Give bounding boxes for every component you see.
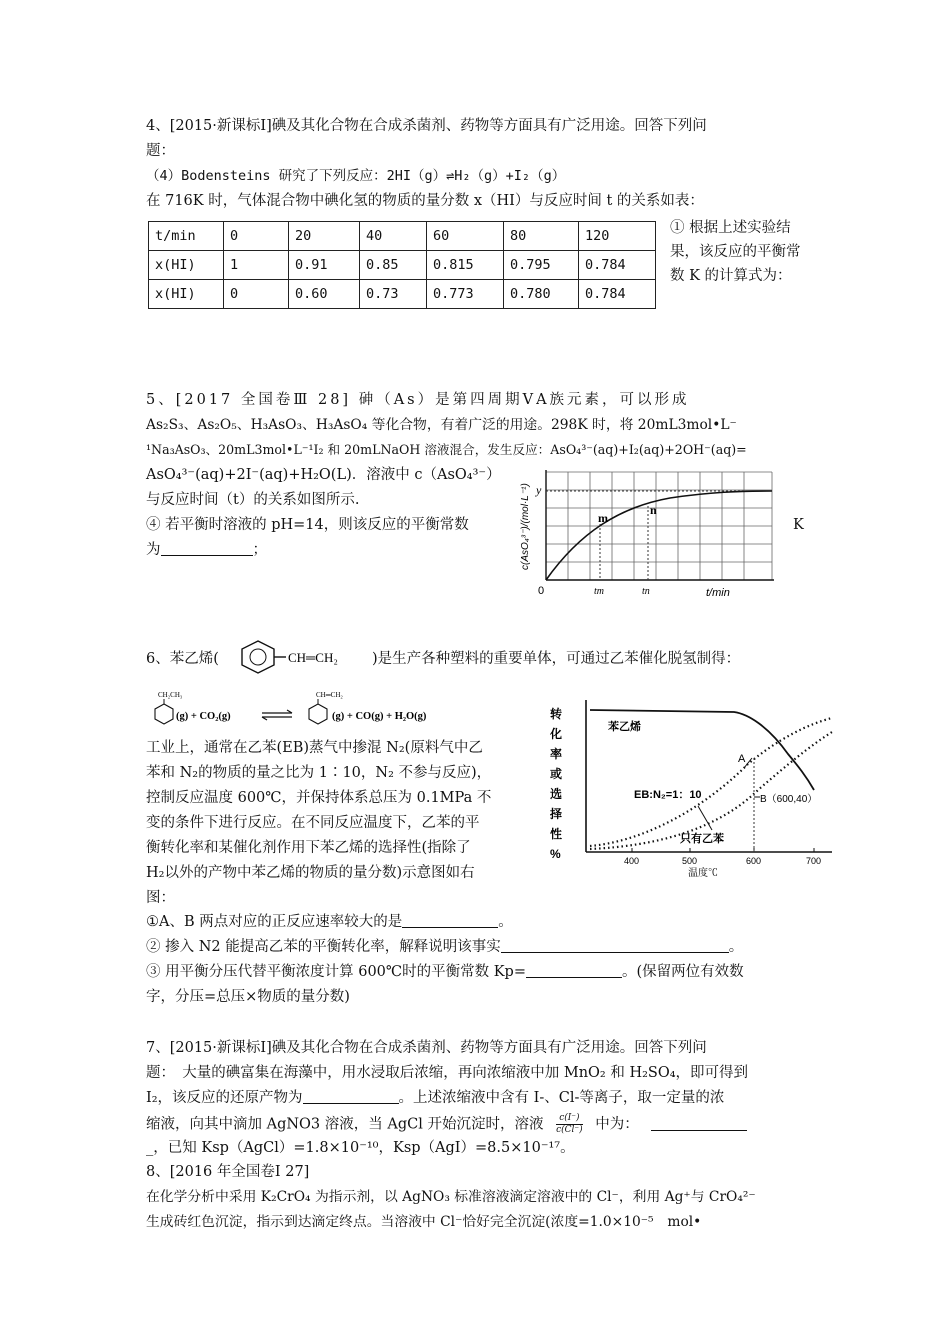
ylabel-char: 选 bbox=[550, 787, 563, 801]
q8-line2: 在化学分析中采用 K₂CrO₄ 为指示剂，以 AgNO₃ 标准溶液滴定溶液中的 Cl⁻，利用 Ag⁺与 CrO₄²⁻ bbox=[146, 1189, 756, 1205]
q6-para1: 工业上，通常在乙苯(EB)蒸气中掺混 N₂(原料气中乙 bbox=[146, 740, 483, 756]
x-tick-600: 600 bbox=[746, 856, 762, 866]
q6-question3-end: 。(保留两位有效数 bbox=[622, 964, 744, 980]
graph-origin: 0 bbox=[538, 585, 545, 597]
table-cell: 40 bbox=[360, 222, 427, 251]
benzene-ring-icon bbox=[242, 641, 274, 673]
eq-reactant-phase: (g) + CO₂(g) bbox=[176, 711, 231, 722]
equilibrium-arrow-icon bbox=[262, 710, 292, 720]
graph-point-b: B（600,40） bbox=[760, 794, 818, 805]
q4-line1: 4、[2015·新课标Ⅰ]碘及其化合物在合成杀菌剂、药物等方面具有广泛用途。回答下列问 bbox=[146, 118, 707, 134]
eq-product-label: CH═CH₂ bbox=[316, 691, 343, 699]
q6-question2 bbox=[146, 937, 743, 957]
q4-line2: 题： bbox=[146, 143, 175, 159]
q8-line3: 生成砖红色沉淀，指示到达滴定终点。当溶液中 Cl⁻恰好完全沉淀(浓度=1.0×10⁻⁵ mol• bbox=[146, 1214, 702, 1230]
fraction bbox=[556, 1113, 583, 1136]
table-cell: 0 bbox=[224, 222, 289, 251]
table-cell: 0.91 bbox=[289, 251, 360, 280]
q5-line1: 5、[2017 全国卷Ⅲ 28] 砷（As）是第四周期ⅤA族元素，可以形成 bbox=[146, 392, 690, 408]
as-concentration-graph bbox=[510, 462, 780, 604]
table-cell: 80 bbox=[504, 222, 579, 251]
answer-blank bbox=[402, 927, 498, 928]
table-cell: x(HI) bbox=[149, 280, 224, 309]
q6-para6: H₂以外的产物中苯乙烯的物质的量分数)示意图如右 bbox=[146, 865, 475, 881]
answer-blank bbox=[303, 1103, 399, 1104]
q7-line1: 7、[2015·新课标Ⅰ]碘及其化合物在合成杀菌剂、药物等方面具有广泛用途。回答下列问 bbox=[146, 1040, 707, 1056]
q7-line4 bbox=[146, 1113, 747, 1136]
q7-line3-text: I₂，该反应的还原产物为 bbox=[146, 1090, 303, 1106]
q5-line4: AsO₄³⁻(aq)+2I⁻(aq)+H₂O(L)．溶液中 c（AsO₄³⁻） bbox=[146, 467, 501, 483]
q6-para7: 图： bbox=[146, 890, 175, 906]
graph-point-a: A bbox=[738, 753, 746, 765]
q6-question1-text: ①A、B 两点对应的正反应速率较大的是 bbox=[146, 914, 403, 930]
q7-line4-text: 缩液，向其中滴加 AgNO3 溶液，当 AgCl 开始沉淀时，溶液 bbox=[146, 1116, 544, 1133]
hi-fraction-table bbox=[148, 221, 656, 309]
table-row bbox=[149, 251, 656, 280]
q6-question3-line2: 字，分压=总压×物质的量分数) bbox=[146, 989, 350, 1005]
q5-line7 bbox=[146, 540, 267, 560]
ylabel-char: 择 bbox=[550, 807, 563, 821]
curve-label-eb-n2: EB:N₂=1：10 bbox=[634, 789, 702, 801]
conversion-selectivity-graph bbox=[548, 694, 838, 880]
table-row bbox=[149, 280, 656, 309]
table-cell: 120 bbox=[579, 222, 656, 251]
table-cell: 0.60 bbox=[289, 280, 360, 309]
q6-para3: 控制反应温度 600℃，并保持体系总压为 0.1MPa 不 bbox=[146, 790, 492, 806]
q6-question2-end: 。 bbox=[728, 939, 744, 955]
q7-line3 bbox=[146, 1088, 724, 1108]
table-cell: 0.85 bbox=[360, 251, 427, 280]
x-tick-400: 400 bbox=[624, 856, 640, 866]
ylabel-char: % bbox=[550, 847, 561, 861]
fraction-numerator: c(I⁻) bbox=[556, 1113, 583, 1125]
benzene-ring-icon bbox=[309, 704, 327, 724]
graph-tick-tm: tm bbox=[594, 586, 604, 597]
curve-label-styrene: 苯乙烯 bbox=[608, 721, 641, 733]
curve-label-only-eb: 只有乙苯 bbox=[680, 833, 724, 845]
styrene-structure bbox=[230, 635, 370, 677]
q8-line1: 8、[2016 年全国卷Ⅰ 27] bbox=[146, 1164, 310, 1180]
graph-point-n: n bbox=[650, 503, 657, 517]
ylabel-char: 化 bbox=[550, 727, 563, 741]
q7-line5: _，已知 Ksp（AgCl）=1.8×10⁻¹⁰，Ksp（AgI）=8.5×10⁻¹⁷。 bbox=[146, 1140, 575, 1156]
table-cell: 20 bbox=[289, 222, 360, 251]
table-cell: 0.815 bbox=[427, 251, 504, 280]
table-cell: 0.73 bbox=[360, 280, 427, 309]
table-cell: 0.780 bbox=[504, 280, 579, 309]
x-tick-500: 500 bbox=[682, 856, 698, 866]
eb-n2-conversion-curve bbox=[590, 718, 832, 846]
q5-line7-text: 为 bbox=[146, 542, 161, 558]
answer-blank bbox=[526, 977, 622, 978]
q5-k-symbol: K bbox=[793, 517, 804, 533]
q5-line5: 与反应时间（t）的关系如图所示. bbox=[146, 492, 360, 508]
dehydrogenation-equation bbox=[146, 688, 486, 728]
q5-line7-end: ； bbox=[252, 542, 267, 558]
x-tick-700: 700 bbox=[806, 856, 822, 866]
table-cell: 60 bbox=[427, 222, 504, 251]
q6-question1-end: 。 bbox=[498, 914, 513, 930]
q6-line1-a: 6、苯乙烯( bbox=[146, 651, 219, 667]
q6-para2: 苯和 N₂的物质的量之比为 1∶10，N₂ 不参与反应)， bbox=[146, 765, 492, 781]
q6-line1-b: )是生产各种塑料的重要单体，可通过乙苯催化脱氢制得： bbox=[372, 651, 741, 667]
q4-line3: （4）Bodensteins 研究了下列反应：2HI（g）⇌H₂（g）+I₂（g） bbox=[146, 168, 566, 184]
q6-para4: 变的条件下进行反应。在不同反应温度下，乙苯的平 bbox=[146, 815, 480, 831]
table-cell: 0 bbox=[224, 280, 289, 309]
q7-line3-end: 。上述浓缩液中含有 I-、Cl-等离子，取一定量的浓 bbox=[398, 1090, 725, 1106]
eq-reactant-label: CH₂CH₃ bbox=[158, 691, 183, 699]
q6-para5: 衡转化率和某催化剂作用下苯乙烯的选择性(指除了 bbox=[146, 840, 471, 856]
table-row bbox=[149, 222, 656, 251]
answer-blank bbox=[651, 1130, 747, 1131]
q6-question2-text: ② 掺入 N2 能提高乙苯的平衡转化率，解释说明该事实 bbox=[146, 939, 501, 955]
only-eb-conversion-curve bbox=[590, 732, 832, 849]
q4-side-question: ① 根据上述实验结果，该反应的平衡常数 K 的计算式为： bbox=[670, 220, 801, 284]
answer-blank bbox=[161, 555, 253, 556]
table-cell: 0.795 bbox=[504, 251, 579, 280]
table-cell: t/min bbox=[149, 222, 224, 251]
graph-ylabel-chars bbox=[549, 706, 562, 861]
q6-question3 bbox=[146, 962, 744, 982]
graph-point-m: m bbox=[598, 511, 608, 525]
graph-xlabel: t/min bbox=[706, 587, 730, 599]
q5-line3: ¹Na₃AsO₃、20mL3mol•L⁻¹I₂ 和 20mLNaOH 溶液混合，发生反应：AsO₄³⁻(aq)+I₂(aq)+2OH⁻(aq)= bbox=[146, 442, 747, 457]
ylabel-char: 性 bbox=[550, 827, 563, 841]
concentration-curve bbox=[546, 491, 772, 580]
q6-question3-text: ③ 用平衡分压代替平衡浓度计算 600℃时的平衡常数 Kp= bbox=[146, 964, 526, 980]
graph-ylabel: c(AsO₄³⁻)/(mol·L⁻¹) bbox=[520, 483, 531, 570]
answer-blank bbox=[501, 952, 729, 953]
q6-question1 bbox=[146, 912, 513, 932]
q4-line4: 在 716K 时，气体混合物中碘化氢的物质的量分数 x（HI）与反应时间 t 的关系如表： bbox=[146, 193, 704, 209]
styrene-vinyl-label: CH═CH₂ bbox=[288, 650, 338, 665]
ylabel-char: 转 bbox=[550, 707, 563, 721]
graph-tick-tn: tn bbox=[642, 586, 650, 597]
ylabel-char: 率 bbox=[550, 747, 563, 761]
fraction-denominator: c(Cl⁻) bbox=[556, 1125, 583, 1135]
table-cell: 1 bbox=[224, 251, 289, 280]
benzene-ring-icon bbox=[155, 704, 173, 724]
ylabel-char: 或 bbox=[550, 767, 563, 781]
q7-line4-mid: 中为： bbox=[595, 1116, 639, 1133]
table-cell: 0.784 bbox=[579, 280, 656, 309]
q7-line2: 题： 大量的碘富集在海藻中，用水浸取后浓缩，再向浓缩液中加 MnO₂ 和 H₂SO₄，即可得到 bbox=[146, 1065, 749, 1081]
graph-y-mark: y bbox=[536, 483, 542, 497]
graph-xlabel: 温度℃ bbox=[688, 868, 718, 879]
table-cell: 0.773 bbox=[427, 280, 504, 309]
q5-line2: As₂S₃、As₂O₅、H₃AsO₃、H₃AsO₄ 等化合物，有着广泛的用途。298K 时，将 20mL3mol•L⁻ bbox=[146, 417, 737, 433]
table-cell: x(HI) bbox=[149, 251, 224, 280]
table-cell: 0.784 bbox=[579, 251, 656, 280]
graph-grid bbox=[546, 472, 772, 580]
eq-product-phase: (g) + CO(g) + H₂O(g) bbox=[332, 711, 427, 722]
q5-line6: ④ 若平衡时溶液的 pH=14，则该反应的平衡常数 bbox=[146, 517, 469, 533]
